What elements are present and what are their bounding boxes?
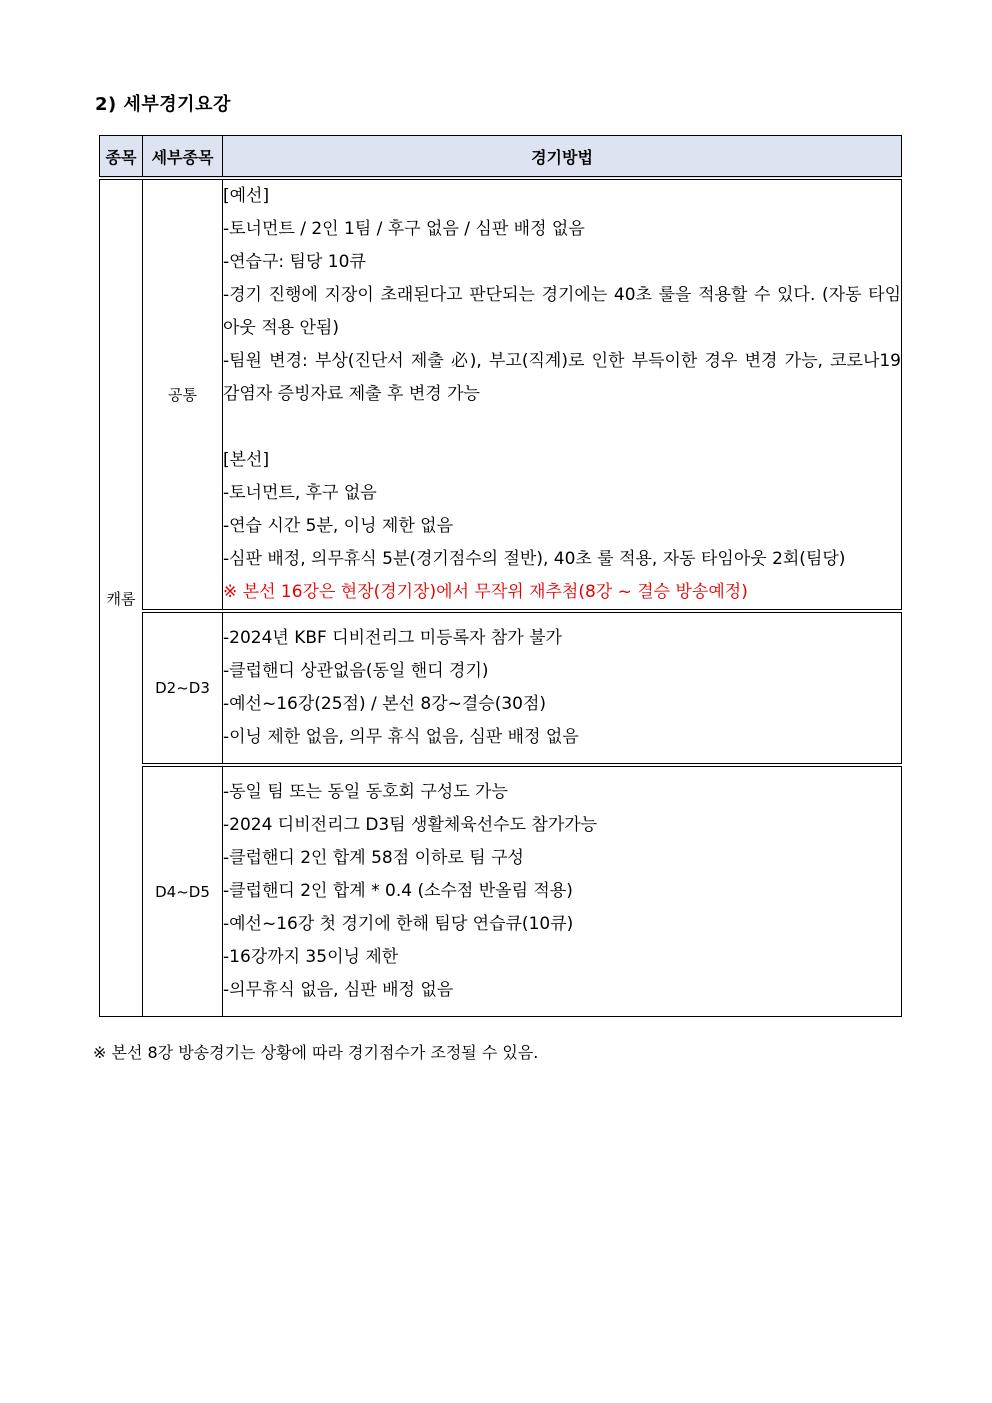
method-line: -토너먼트, 후구 없음 [223, 483, 377, 503]
method-line: -팀원 변경: 부상(진단서 제출 必), 부고(직계)로 인한 부득이한 경우 변경 가능, 코로나19 감염자 증빙자료 제출 후 변경 가능 [223, 351, 901, 404]
section-title: 2) 세부경기요강 [95, 94, 231, 115]
method-line: -클럽핸디 2인 합계 * 0.4 (소수점 반올림 적용) [223, 881, 573, 901]
header-method: 경기방법 [223, 136, 902, 179]
table-row [100, 765, 902, 1017]
method-line: -의무휴식 없음, 심판 배정 없음 [223, 980, 454, 1000]
event-cell: 캐롬 [100, 178, 143, 1017]
method-line: -연습 시간 5분, 이닝 제한 없음 [223, 516, 454, 536]
method-line: -예선~16강 첫 경기에 한해 팀당 연습큐(10큐) [223, 914, 574, 934]
method-d4-d5 [223, 765, 902, 1017]
method-line: -연습구: 팀당 10큐 [223, 252, 366, 272]
method-line: -동일 팀 또는 동일 동호회 구성도 가능 [223, 782, 508, 802]
table-row [100, 178, 902, 611]
header-event: 종목 [100, 136, 143, 179]
method-line: -심판 배정, 의무휴식 5분(경기점수의 절반), 40초 룰 적용, 자동 타임아웃 2회(팀당) [223, 549, 846, 569]
table-row [100, 611, 902, 765]
method-line: [본선] [223, 450, 270, 470]
method-line: [예선] [223, 186, 270, 206]
method-line: -2024 디비전리그 D3팀 생활체육선수도 참가가능 [223, 815, 598, 835]
sub-event-d2-d3: D2~D3 [143, 611, 223, 765]
method-line: -16강까지 35이닝 제한 [223, 947, 399, 967]
blank-line [223, 411, 901, 444]
footnote: ※ 본선 8강 방송경기는 상황에 따라 경기점수가 조정될 수 있음. [93, 1043, 539, 1062]
method-line: -예선~16강(25점) / 본선 8강~결승(30점) [223, 694, 547, 714]
table-header-row [100, 136, 902, 179]
method-line: -경기 진행에 지장이 초래된다고 판단되는 경기에는 40초 룰을 적용할 수 있다. (자동 타임아웃 적용 안됨) [223, 285, 901, 338]
header-sub-event: 세부종목 [143, 136, 223, 179]
sub-event-d4-d5: D4~D5 [143, 765, 223, 1017]
rules-table [99, 135, 902, 1017]
sub-event-common: 공통 [143, 178, 223, 611]
method-common [223, 178, 902, 611]
method-line: -클럽핸디 2인 합계 58점 이하로 팀 구성 [223, 848, 524, 868]
method-line: -클럽핸디 상관없음(동일 핸디 경기) [223, 661, 489, 681]
method-d2-d3 [223, 611, 902, 765]
method-line: -2024년 KBF 디비전리그 미등록자 참가 불가 [223, 628, 562, 648]
method-line: -토너먼트 / 2인 1팀 / 후구 없음 / 심판 배정 없음 [223, 219, 585, 239]
broadcast-note: ※ 본선 16강은 현장(경기장)에서 무작위 재추첨(8강 ~ 결승 방송예정) [223, 582, 748, 602]
method-line: -이닝 제한 없음, 의무 휴식 없음, 심판 배정 없음 [223, 727, 579, 747]
